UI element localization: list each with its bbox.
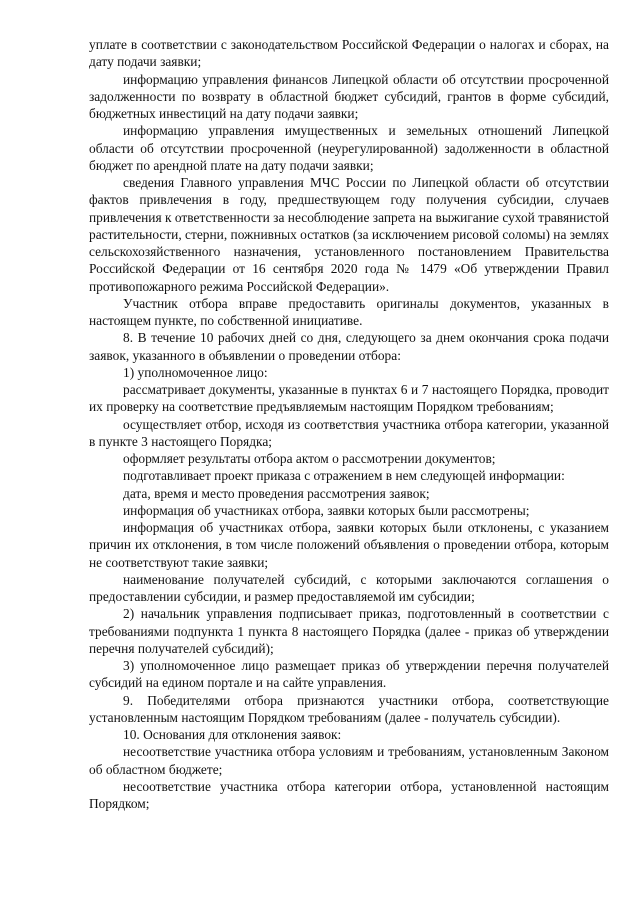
- paragraph-rejected-participants: информация об участниках отбора, заявки которых были отклонены, с указанием причин их отклонения, в том числе положений объявления о проведении отбора, которым не соответствуют такие заявки;: [89, 520, 609, 570]
- paragraph-item-8-1: 1) уполномоченное лицо:: [123, 364, 268, 380]
- paragraph-mchs-info: сведения Главного управления МЧС России по Липецкой области об отсутствии фактов привлечения в году, предшествующем году получения субсидии, случаев привлечения к ответственности за несоблюдение запрета на выжигание сухой травянистой растительности, стерни, пожнивных остатков (за исключением рисовой соломы) на землях сельскохозяйственного назначения, установленного постановлением Правительства Российской Федерации от 16 сентября 2020 года № 1479 «Об утверждении Правил противопожарного режима Российской Федерации».: [89, 175, 609, 294]
- paragraph-originals: Участник отбора вправе предоставить оригиналы документов, указанных в настоящем пункте, по собственной инициативе.: [89, 295, 609, 328]
- paragraph-rejection-reason-2: несоответствие участника отбора категории отбора, установленной настоящим Порядком;: [89, 778, 609, 811]
- paragraph-item-8-3: 3) уполномоченное лицо размещает приказ об утверждении перечня получателей субсидий на едином портале и на сайте управления.: [89, 658, 609, 691]
- paragraph-prepares-order: подготавливает проект приказа с отражением в нем следующей информации:: [123, 468, 565, 484]
- paragraph-property-info: информацию управления имущественных и земельных отношений Липецкой области об отсутствии просроченной (неурегулированной) задолженности в областной бюджет по арендной плате на дату подачи заявки;: [89, 123, 609, 173]
- paragraph-rejection-reason-1: несоответствие участника отбора условиям и требованиям, установленным Законом об областном бюджете;: [89, 744, 609, 777]
- paragraph-item-10: 10. Основания для отклонения заявок:: [123, 727, 342, 742]
- paragraph-performs-selection: осуществляет отбор, исходя из соответствия участника отбора категории, указанной в пункте 3 настоящего Порядка;: [89, 416, 609, 449]
- paragraph-tax-payment: уплате в соответствии с законодательством Российской Федерации о налогах и сборах, на дату подачи заявки;: [89, 37, 609, 70]
- paragraph-finance-info: информацию управления финансов Липецкой области об отсутствии просроченной задолженности по возврату в областной бюджет субсидий, грантов в форме субсидий, бюджетных инвестиций на дату подачи заявки;: [89, 71, 609, 121]
- document-page: [89, 36, 609, 812]
- paragraph-reviewed-participants: информация об участниках отбора, заявки которых были рассмотрены;: [123, 502, 530, 518]
- paragraph-item-8: 8. В течение 10 рабочих дней со дня, следующего за днем окончания срока подачи заявок, указанного в объявлении о проведении отбора:: [89, 330, 609, 363]
- paragraph-formalizes-results: оформляет результаты отбора актом о рассмотрении документов;: [123, 451, 496, 466]
- paragraph-reviews-documents: рассматривает документы, указанные в пунктах 6 и 7 настоящего Порядка, проводит их проверку на соответствие предъявляемым настоящим Порядком требованиям;: [89, 382, 609, 415]
- paragraph-item-8-2: 2) начальник управления подписывает приказ, подготовленный в соответствии с требованиями подпункта 1 пункта 8 настоящего Порядка (далее - приказ об утверждении перечня получателей субсидий);: [89, 606, 609, 656]
- paragraph-recipient-names: наименование получателей субсидий, с которыми заключаются соглашения о предоставлении субсидии, и размер предоставляемой им субсидии;: [89, 571, 609, 604]
- paragraph-item-9: 9. Победителями отбора признаются участники отбора, соответствующие установленным настоящим Порядком требованиям (далее - получатель субсидии).: [89, 692, 609, 725]
- paragraph-date-time-place: дата, время и место проведения рассмотрения заявок;: [123, 485, 430, 501]
